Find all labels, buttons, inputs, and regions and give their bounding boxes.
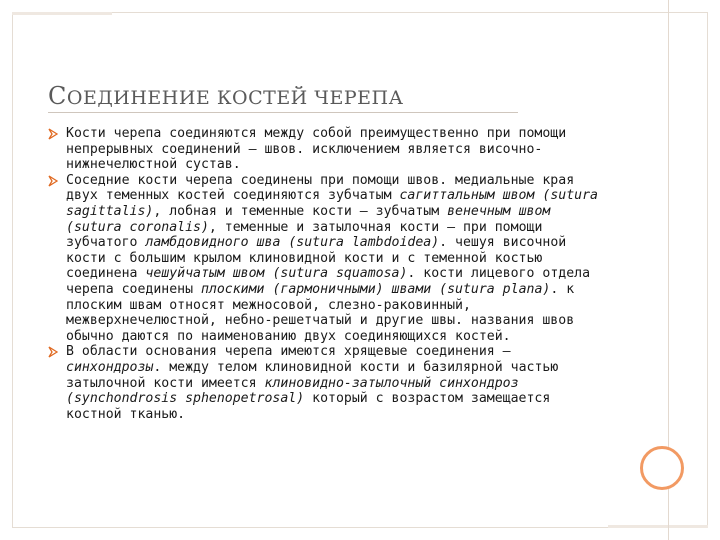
slide-title (48, 82, 403, 110)
bullet-text: Кости черепа соединяются между собой преимущественно при помощи непрерывных соединений — швов. исключением является височно-нижнечелюстной сустав. (66, 126, 567, 173)
bullet-text: который с возрастом замещается костной тканью. (66, 391, 551, 422)
bullet-text: В области основания черепа имеются хрящевые соединения — (66, 344, 511, 360)
bullet-term-italic: ламбдовидного шва (sutura lambdoidea) (145, 235, 440, 251)
bullet-list (48, 126, 608, 422)
bullet-term-italic: плоскими (гармоничными) швами (sutura plana) (200, 281, 551, 297)
bullet-item (48, 173, 608, 345)
bullet-item (48, 126, 608, 173)
bullet-text: , лобная и теменные кости — зубчатым (153, 203, 448, 219)
arrow-bullet-icon (48, 128, 58, 140)
bullet-text: . между телом клиновидной кости и базилярной частью затылочной кости имеется (66, 359, 559, 391)
arrow-bullet-icon (48, 346, 58, 358)
decorative-circle (640, 446, 684, 490)
bullet-item (48, 344, 608, 422)
bullet-term-italic: чешуйчатым швом (sutura squamosa) (145, 266, 408, 282)
bullet-text: . к плоским швам относят межносовой, слезно-раковинный, межверхнечелюстной, небно-решетчатый и другие швы. названия швов обычно даются по наименованию двух соединяющихся костей. (66, 281, 575, 344)
bullet-term-italic: клиновидно-затылочный синхондроз (synchondrosis sphenopetrosal) (66, 375, 519, 407)
bullet-text: Соседние кости черепа соединены при помощи швов. медиальные края двух теменных костей соединяются зубчатым (66, 172, 575, 204)
bullet-term-italic: синхондрозы (66, 359, 154, 375)
arrow-bullet-icon (48, 175, 58, 187)
frame-accent-bottom (608, 525, 708, 528)
bullet-term-italic: сагиттальным швом (sutura sagittalis) (66, 188, 598, 219)
slide-title-initial: С (48, 82, 67, 110)
title-underline (48, 112, 518, 113)
bullet-text: . кости лицевого отдела черепа соединены (66, 266, 591, 297)
slide-title-rest: ОЕДИНЕНИЕ КОСТЕЙ ЧЕРЕПА (66, 87, 404, 109)
bullet-text: . чешуя височной кости с большим крылом клиновидной кости и с теменной костью соединена (66, 235, 567, 282)
bullet-text: , теменные и затылочная кости – при помощи зубчатого (66, 219, 543, 251)
bullet-term-italic: венечным швом (sutura coronalis) (66, 203, 551, 235)
frame-accent-top (12, 12, 112, 15)
